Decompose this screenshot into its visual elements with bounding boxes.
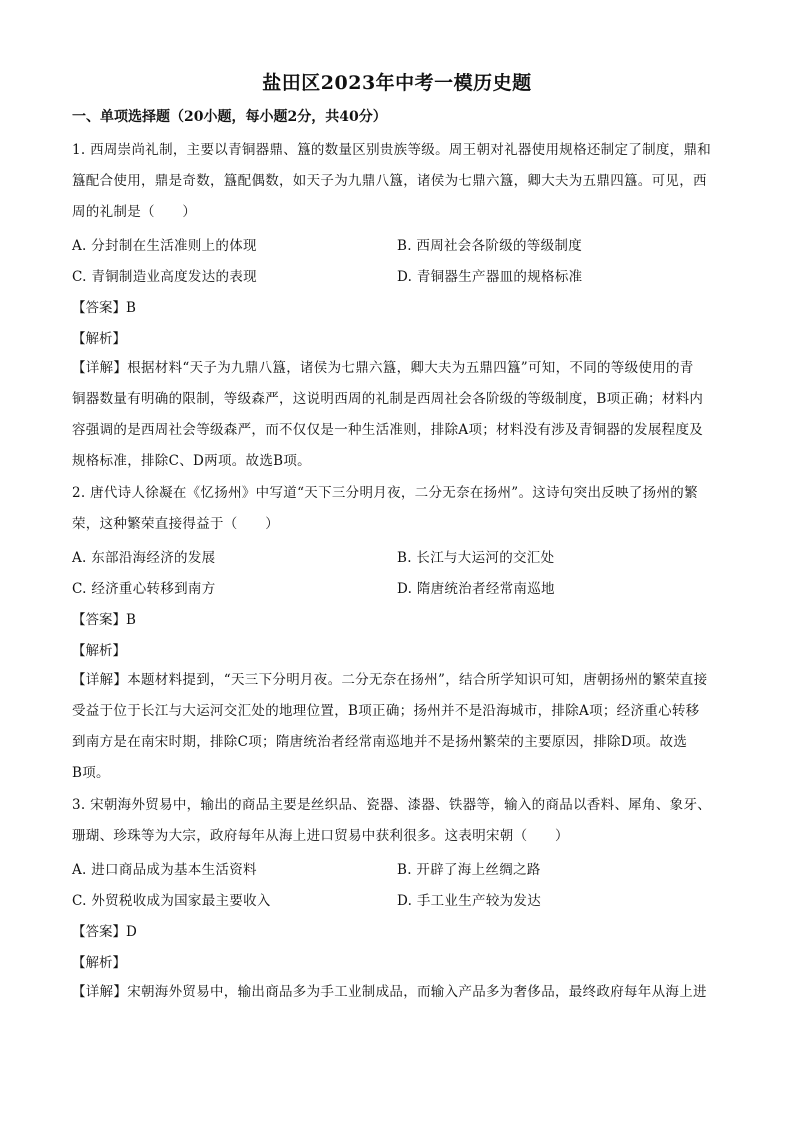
q2-detail-line-2: 受益于位于长江与大运河交汇处的地理位置，B项正确；扬州并不是沿海城市，排除A项；经济重心转移 [72, 703, 700, 719]
q1-option-b: B. 西周社会各阶级的等级制度 [397, 238, 583, 254]
section-heading: 一、单项选择题（20小题，每小题2分，共40分） [72, 109, 387, 125]
q1-option-d: D. 青铜器生产器皿的规格标准 [397, 269, 583, 285]
q3-option-d: D. 手工业生产较为发达 [397, 893, 542, 909]
q1-analysis-label: 【解析】 [72, 331, 126, 347]
q1-stem-line-2: 簋配合使用，鼎是奇数，簋配偶数，如天子为九鼎八簋，诸侯为七鼎六簋，卿大夫为五鼎四簋。可见，西 [72, 173, 707, 189]
q1-detail-line-3: 容强调的是西周社会等级森严，而不仅仅是一种生活准则，排除A项；材料没有涉及青铜器的发展程度及 [72, 422, 704, 438]
q2-option-c: C. 经济重心转移到南方 [72, 581, 216, 597]
q3-answer: 【答案】D [72, 924, 137, 940]
q2-option-d: D. 隋唐统治者经常南巡地 [397, 581, 555, 597]
page-title: 盐田区2023年中考一模历史题 [262, 72, 532, 94]
q1-stem-line-3: 周的礼制是（ ） [72, 204, 197, 220]
q3-option-b: B. 开辟了海上丝绸之路 [397, 862, 541, 878]
q1-detail-line-2: 铜器数量有明确的限制，等级森严，这说明西周的礼制是西周社会各阶级的等级制度，B项正确；材料内 [72, 391, 704, 407]
q3-option-a: A. 进口商品成为基本生活资料 [72, 862, 257, 878]
q1-option-c: C. 青铜制造业高度发达的表现 [72, 269, 257, 285]
q2-detail-line-3: 到南方是在南宋时期，排除C项；隋唐统治者经常南巡地并不是扬州繁荣的主要原因，排除D项。故选 [72, 734, 688, 750]
q2-detail-line-4: B项。 [72, 765, 110, 781]
q3-stem-line-2: 珊瑚、珍珠等为大宗，政府每年从海上进口贸易中获利很多。这表明宋朝（ ） [72, 828, 569, 844]
q2-stem-line-1: 2. 唐代诗人徐凝在《忆扬州》中写道“天下三分明月夜，二分无奈在扬州”。这诗句突出反映了扬州的繁 [72, 485, 698, 501]
q2-option-a: A. 东部沿海经济的发展 [72, 550, 216, 566]
q2-analysis-label: 【解析】 [72, 643, 126, 659]
q3-option-c: C. 外贸税收成为国家最主要收入 [72, 893, 271, 909]
q2-detail-line-1: 【详解】本题材料提到，“天三下分明月夜。二分无奈在扬州”，结合所学知识可知，唐朝扬州的繁荣直接 [72, 672, 708, 688]
q1-answer: 【答案】B [72, 300, 136, 316]
q3-detail-line-1: 【详解】宋朝海外贸易中，输出商品多为手工业制成品，而输入产品多为奢侈品，最终政府每年从海上进 [72, 984, 707, 1000]
q2-option-b: B. 长江与大运河的交汇处 [397, 550, 555, 566]
q1-detail-line-4: 规格标准，排除C、D两项。故选B项。 [72, 453, 311, 469]
q3-stem-line-1: 3. 宋朝海外贸易中，输出的商品主要是丝织品、瓷器、漆器、铁器等，输入的商品以香料、犀角、象牙、 [72, 797, 712, 813]
q2-answer: 【答案】B [72, 612, 136, 628]
q1-stem-line-1: 1. 西周崇尚礼制，主要以青铜器鼎、簋的数量区别贵族等级。周王朝对礼器使用规格还制定了制度，鼎和 [72, 142, 712, 158]
q3-analysis-label: 【解析】 [72, 955, 126, 971]
q1-detail-line-1: 【详解】根据材料“天子为九鼎八簋，诸侯为七鼎六簋，卿大夫为五鼎四簋”可知，不同的等级使用的青 [72, 360, 694, 376]
q2-stem-line-2: 荣，这种繁荣直接得益于（ ） [72, 516, 279, 532]
q1-option-a: A. 分封制在生活准则上的体现 [72, 238, 257, 254]
